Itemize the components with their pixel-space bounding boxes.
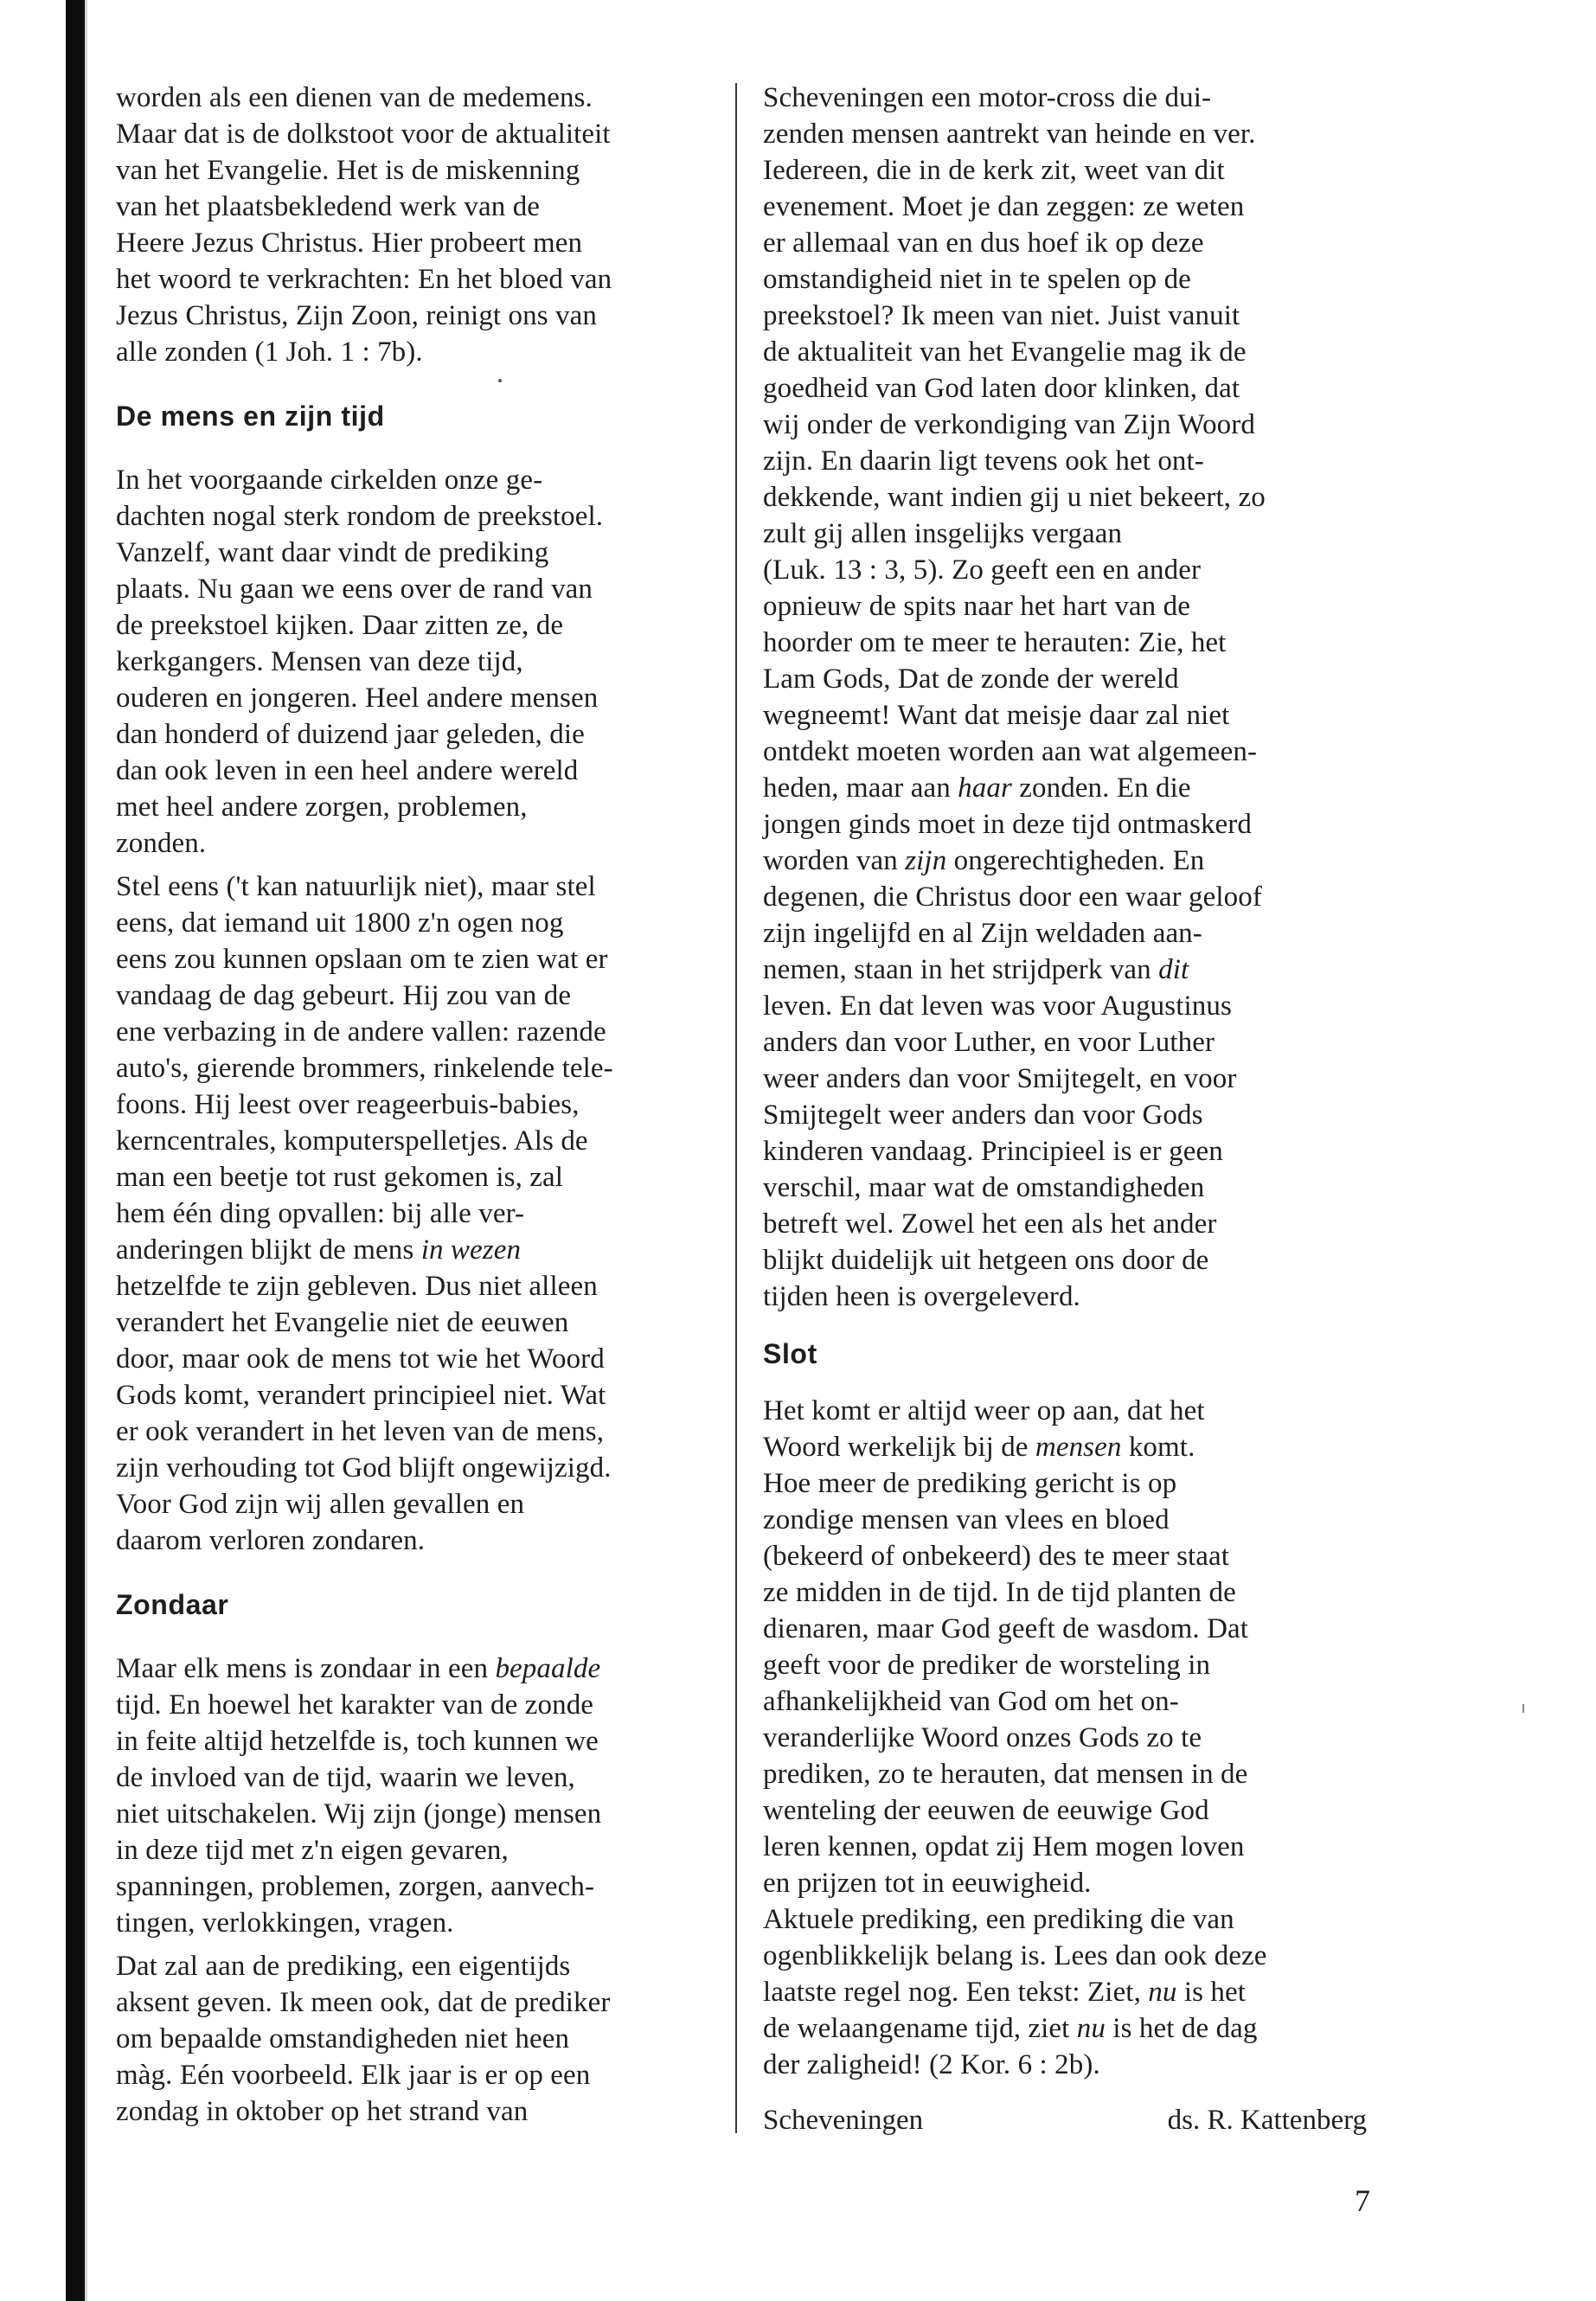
text-line: Smijtegelt weer anders dan voor Gods: [763, 1099, 1203, 1131]
text-line: Stel eens ('t kan natuurlijk niet), maar stel: [116, 871, 596, 902]
text-line: Hoe meer de prediking gericht is op: [763, 1468, 1177, 1499]
text-line: [763, 952, 1386, 988]
text-line: [116, 1232, 704, 1268]
text-line: [763, 2010, 1386, 2047]
text-line: preekstoel? Ik meen van niet. Juist vanuit: [763, 300, 1240, 331]
text-line: verschil, maar wat de omstandigheden: [763, 1172, 1205, 1203]
text-line: Vanzelf, want daar vindt de prediking: [116, 537, 549, 568]
text-run: ongerechtigheden. En: [946, 845, 1205, 876]
text-line: plaats. Nu gaan we eens over de rand van: [116, 574, 593, 605]
text-line: ze midden in de tijd. In de tijd planten de: [763, 1577, 1236, 1608]
text-line: ouderen en jongeren. Heel andere mensen: [116, 683, 599, 714]
text-line: [763, 1974, 1386, 2010]
text-line: eens zou kunnen opslaan om te zien wat er: [116, 944, 608, 975]
text-line: omstandigheid niet in te spelen op de: [763, 264, 1191, 295]
text-line: hetzelfde te zijn gebleven. Dus niet alleen: [116, 1271, 598, 1302]
text-run: de welaangename tijd, ziet: [763, 2013, 1077, 2044]
italic-text: nu: [1076, 2013, 1106, 2044]
text-line: [116, 1650, 704, 1687]
text-run: nemen, staan in het strijdperk van: [763, 954, 1159, 985]
text-run: Woord werkelijk bij de: [763, 1432, 1035, 1463]
text-run: zonden. En die: [1011, 772, 1191, 804]
text-line: aksent geven. Ik meen ook, dat de prediker: [116, 1987, 611, 2018]
text-line: wij onder de verkondiging van Zijn Woord: [763, 409, 1255, 440]
text-line: zult gij allen insgelijks vergaan: [763, 518, 1123, 549]
text-line: degenen, die Christus door een waar geloof: [763, 881, 1262, 913]
paragraph-gap: [116, 1559, 704, 1585]
text-line: van het Evangelie. Het is de miskenning: [116, 155, 580, 186]
text-line: met heel andere zorgen, problemen,: [116, 792, 528, 823]
text-line: zenden mensen aantrekt van heinde en ver.: [763, 119, 1256, 150]
section-heading: Slot: [763, 1338, 817, 1369]
text-line: Aktuele prediking, een prediking die van: [763, 1904, 1234, 1935]
text-line: wegneemt! Want dat meisje daar zal niet: [763, 700, 1230, 731]
section-heading: Zondaar: [116, 1589, 229, 1620]
right-column-body: [763, 80, 1386, 2083]
text-line: kerncentrales, komputerspelletjes. Als de: [116, 1125, 588, 1157]
text-line: eens, dat iemand uit 1800 z'n ogen nog: [116, 907, 564, 939]
text-line: ogenblikkelijk belang is. Lees dan ook deze: [763, 1940, 1267, 1971]
text-line: de preekstoel kijken. Daar zitten ze, de: [116, 610, 564, 641]
text-line: niet uitschakelen. Wij zijn (jonge) mensen: [116, 1798, 602, 1830]
text-line: de invloed van de tijd, waarin we leven,: [116, 1762, 575, 1793]
italic-text: zijn: [905, 845, 947, 876]
left-column: [116, 80, 704, 2130]
text-line: door, maar ook de mens tot wie het Woord: [116, 1343, 605, 1375]
text-line: Gods komt, verandert principieel niet. Wat: [116, 1380, 606, 1411]
text-line: verandert het Evangelie niet de eeuwen: [116, 1307, 569, 1338]
italic-text: dit: [1158, 954, 1189, 985]
text-line: [763, 1429, 1386, 1465]
text-line: anders dan voor Luther, en voor Luther: [763, 1027, 1215, 1058]
text-line: Het komt er altijd weer op aan, dat het: [763, 1395, 1205, 1426]
column-divider: [735, 83, 737, 2133]
text-line: foons. Hij leest over reageerbuis-babies,: [116, 1089, 580, 1120]
text-line: ene verbazing in de andere vallen: razende: [116, 1016, 606, 1048]
text-line: dan ook leven in een heel andere wereld: [116, 755, 579, 786]
paragraph-gap: [763, 1315, 1386, 1334]
text-line: het woord te verkrachten: En het bloed van: [116, 264, 612, 295]
text-line: afhankelijkheid van God om het on-: [763, 1686, 1179, 1717]
text-line: tijd. En hoewel het karakter van de zonde: [116, 1689, 594, 1721]
text-line: spanningen, problemen, zorgen, aanvech-: [116, 1871, 595, 1902]
text-line: zijn ingelijfd en al Zijn weldaden aan-: [763, 918, 1202, 949]
text-line: er ook verandert in het leven van de mens,: [116, 1416, 605, 1447]
text-run: worden van: [763, 845, 906, 876]
text-line: geeft voor de prediker de worsteling in: [763, 1650, 1211, 1681]
text-line: wenteling der eeuwen de eeuwige God: [763, 1795, 1209, 1826]
text-line: (Luk. 13 : 3, 5). Zo geeft een en ander: [763, 554, 1202, 586]
scan-speck: [1522, 1704, 1524, 1713]
paragraph-gap: [116, 436, 704, 462]
text-line: opnieuw de spits naar het hart van de: [763, 591, 1190, 622]
text-line: auto's, gierende brommers, rinkelende tele-: [116, 1053, 613, 1084]
text-line: daarom verloren zondaren.: [116, 1525, 426, 1556]
text-line: (bekeerd of onbekeerd) des te meer staat: [763, 1541, 1230, 1572]
text-line: zondag in oktober op het strand van: [116, 2096, 529, 2127]
text-line: Lam Gods, Dat de zonde der wereld: [763, 663, 1179, 695]
signature: [763, 2102, 1367, 2138]
text-line: om bepaalde omstandigheden niet heen: [116, 2023, 570, 2054]
text-line: dachten nogal sterk rondom de preekstoel.: [116, 501, 604, 532]
text-run: Maar elk mens is zondaar in een: [116, 1653, 496, 1684]
text-line: de aktualiteit van het Evangelie mag ik de: [763, 336, 1247, 368]
text-run: komt.: [1121, 1432, 1195, 1463]
text-line: [763, 770, 1386, 806]
text-line: In het voorgaande cirkelden onze ge-: [116, 465, 543, 496]
text-line: màg. Eén voorbeeld. Elk jaar is er op een: [116, 2060, 591, 2091]
text-line: kerkgangers. Mensen van deze tijd,: [116, 646, 523, 677]
text-line: Scheveningen een motor-cross die dui-: [763, 82, 1212, 113]
text-run: is het: [1176, 1977, 1247, 2008]
text-line: kinderen vandaag. Principieel is er geen: [763, 1136, 1223, 1167]
paragraph-gap: [116, 1941, 704, 1948]
text-line: goedheid van God laten door klinken, dat: [763, 373, 1240, 404]
text-line: tingen, verlokkingen, vragen.: [116, 1907, 454, 1939]
text-line: weer anders dan voor Smijtegelt, en voor: [763, 1063, 1237, 1094]
text-line: leven. En dat leven was voor Augustinus: [763, 990, 1232, 1022]
text-run: laatste regel nog. Een tekst: Ziet,: [763, 1977, 1149, 2008]
text-line: Voor God zijn wij allen gevallen en: [116, 1489, 525, 1520]
italic-text: nu: [1148, 1977, 1177, 2008]
text-line: tijden heen is overgeleverd.: [763, 1281, 1080, 1312]
section-heading: De mens en zijn tijd: [116, 401, 385, 432]
text-line: blijkt duidelijk uit hetgeen ons door de: [763, 1245, 1209, 1276]
text-line: in deze tijd met z'n eigen gevaren,: [116, 1835, 509, 1866]
text-line: zijn verhouding tot God blijft ongewijzigd.: [116, 1452, 612, 1484]
text-line: Maar dat is de dolkstoot voor de aktualiteit: [116, 119, 611, 150]
italic-text: mensen: [1035, 1432, 1122, 1463]
text-line: jongen ginds moet in deze tijd ontmaskerd: [763, 809, 1252, 840]
scan-edge-shadow: [85, 0, 87, 2301]
text-line: Heere Jezus Christus. Hier probeert men: [116, 228, 583, 259]
text-line: zijn. En daarin ligt tevens ook het ont-: [763, 445, 1204, 477]
right-column: [763, 80, 1386, 2138]
text-line: dienaren, maar God geeft de wasdom. Dat: [763, 1613, 1249, 1644]
text-line: dekkende, want indien gij u niet bekeert, zo: [763, 482, 1266, 513]
text-line: ontdekt moeten worden aan wat algemeen-: [763, 736, 1258, 767]
text-line: vandaag de dag gebeurt. Hij zou van de: [116, 980, 572, 1011]
text-line: alle zonden (1 Joh. 1 : 7b).: [116, 336, 423, 368]
paragraph-gap: [116, 862, 704, 868]
text-line: er allemaal van en dus hoef ik op deze: [763, 228, 1204, 259]
text-line: betreft wel. Zowel het een als het ander: [763, 1208, 1217, 1240]
text-line: van het plaatsbekledend werk van de: [116, 191, 541, 222]
text-line: dan honderd of duizend jaar geleden, die: [116, 719, 585, 750]
text-line: leren kennen, opdat zij Hem mogen loven: [763, 1831, 1245, 1862]
text-line: in feite altijd hetzelfde is, toch kunnen we: [116, 1726, 599, 1757]
text-line: Jezus Christus, Zijn Zoon, reinigt ons van: [116, 300, 597, 331]
page-number: 7: [1355, 2183, 1370, 2218]
text-line: hoorder om te meer te herauten: Zie, het: [763, 627, 1227, 658]
text-line: Iedereen, die in de kerk zit, weet van dit: [763, 155, 1225, 186]
text-line: veranderlijke Woord onzes Gods zo te: [763, 1722, 1202, 1753]
text-line: evenement. Moet je dan zeggen: ze weten: [763, 191, 1245, 222]
paragraph-gap: [116, 370, 704, 396]
text-line: der zaligheid! (2 Kor. 6 : 2b).: [763, 2049, 1100, 2080]
text-run: is het de dag: [1106, 2013, 1258, 2044]
text-line: zonden.: [116, 828, 207, 859]
text-line: [763, 843, 1386, 879]
italic-text: bepaalde: [495, 1653, 601, 1684]
text-run: heden, maar aan: [763, 772, 958, 804]
scan-edge-bar: [66, 0, 85, 2301]
paragraph-gap: [116, 1625, 704, 1650]
text-line: man een beetje tot rust gekomen is, zal: [116, 1162, 564, 1193]
text-line: worden als een dienen van de medemens.: [116, 82, 593, 113]
text-line: zondige mensen van vlees en bloed: [763, 1504, 1170, 1535]
text-run: anderingen blijkt de mens: [116, 1234, 421, 1266]
italic-text: in wezen: [420, 1234, 522, 1266]
italic-text: haar: [958, 772, 1012, 804]
signature-author: ds. R. Kattenberg: [1167, 2105, 1367, 2136]
text-line: en prijzen tot in eeuwigheid.: [763, 1868, 1092, 1899]
text-line: Dat zal aan de prediking, een eigentijds: [116, 1951, 571, 1982]
text-line: prediken, zo te herauten, dat mensen in de: [763, 1759, 1248, 1790]
signature-place: Scheveningen: [763, 2105, 924, 2136]
paragraph-gap: [763, 1374, 1386, 1393]
text-line: hem één ding opvallen: bij alle ver-: [116, 1198, 525, 1229]
